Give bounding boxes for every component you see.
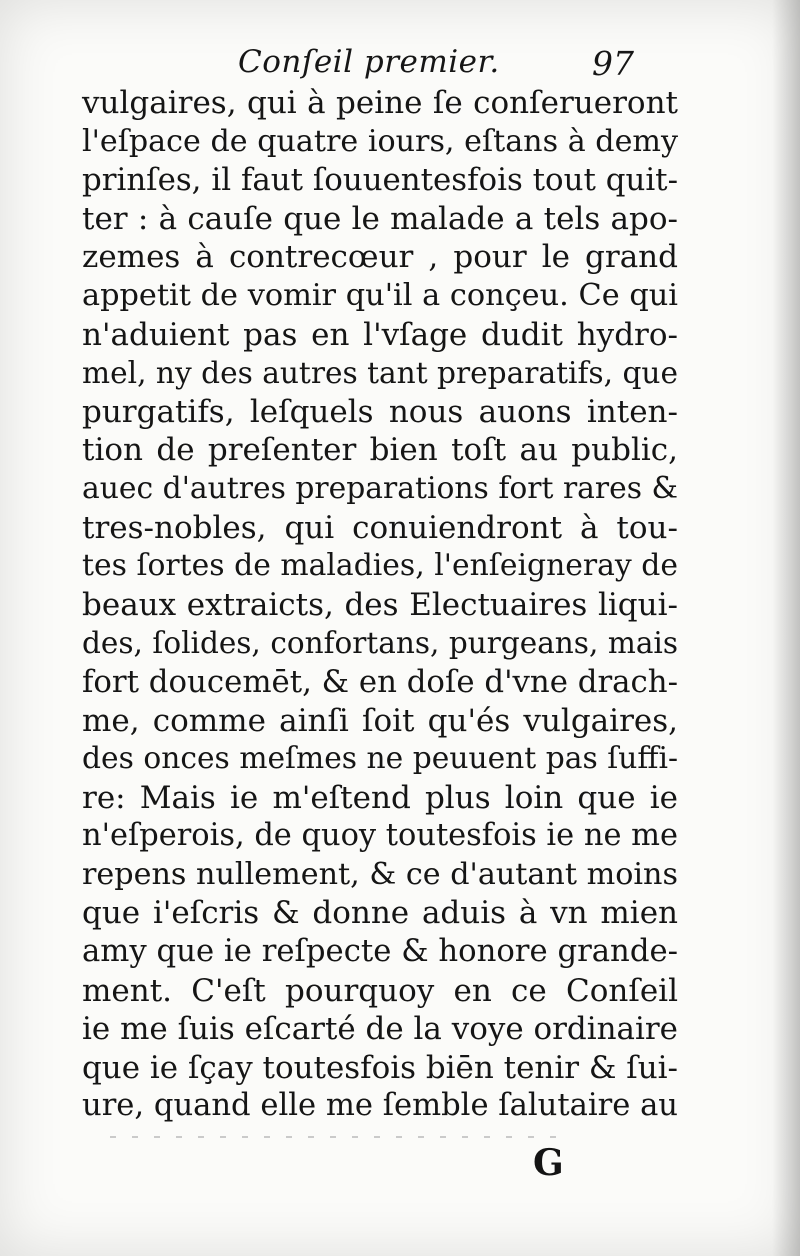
text-line: me, comme ainſi ſoit qu'és vulgaires, <box>82 702 678 739</box>
text-line: appetit de vomir qu'il a conçeu. Ce qui <box>82 277 678 313</box>
page-footer <box>0 1136 800 1196</box>
text-line: l'eſpace de quatre iours, eſtans à demy <box>82 123 678 159</box>
signature-mark: G <box>533 1142 564 1184</box>
text-line: tes ſortes de maladies, l'enſeigneray de <box>82 548 678 584</box>
text-line: amy que ie reſpecte & honore grande- <box>82 934 678 970</box>
text-line: purgatifs, leſquels nous auons inten- <box>82 393 678 430</box>
text-line: ter : à cauſe que le malade a tels apo- <box>82 200 678 237</box>
text-line: ie me ſuis eſcarté de la voye ordinaire <box>82 1011 678 1048</box>
text-line: beaux extraicts, des Electuaires liqui- <box>82 586 678 623</box>
text-line: tion de preſenter bien toſt au public, <box>82 432 678 469</box>
text-line: que i'eſcris & donne aduis à vn mien <box>82 895 678 932</box>
text-line: des, ſolides, confortans, purgeans, mais <box>82 626 678 661</box>
text-line: repens nullement, & ce d'autant moins <box>82 856 678 892</box>
footer-smudge <box>110 1136 570 1138</box>
text-line: auec d'autres preparations fort rares & <box>82 470 678 506</box>
text-line: tres-nobles, qui conuiendront à tou- <box>82 509 678 546</box>
text-line: n'eſperois, de quoy toutesfois ie ne me <box>82 818 679 854</box>
text-line: mel, ny des autres tant preparatifs, que <box>82 356 678 391</box>
body-text <box>82 84 678 1126</box>
text-line: ment. C'eſt pourquoy en ce Conſeil <box>82 972 678 1009</box>
page-number: 97 <box>592 44 634 83</box>
text-line: fort doucemēt, & en doſe d'vne drach- <box>82 663 678 700</box>
text-line: des onces meſmes ne peuuent pas ſuffi- <box>82 741 678 777</box>
text-line: que ie ſçay toutesfois biēn tenir & ſui- <box>82 1049 678 1086</box>
text-line: vulgaires, qui à peine ſe conſerueront <box>82 85 678 121</box>
text-line: prinſes, il faut ſouuentesfois tout quit- <box>82 162 678 199</box>
running-title: Conſeil premier. <box>238 44 500 80</box>
text-line: re: Mais ie m'eſtend plus loin que ie <box>82 779 678 816</box>
text-line: zemes à contrecœur , pour le grand <box>82 239 678 276</box>
text-line: n'aduient pas en l'vſage dudit hydro- <box>82 316 678 353</box>
page-gutter-shadow <box>772 0 800 1256</box>
text-line: ure, quand elle me ſemble ſalutaire au <box>82 1088 678 1124</box>
